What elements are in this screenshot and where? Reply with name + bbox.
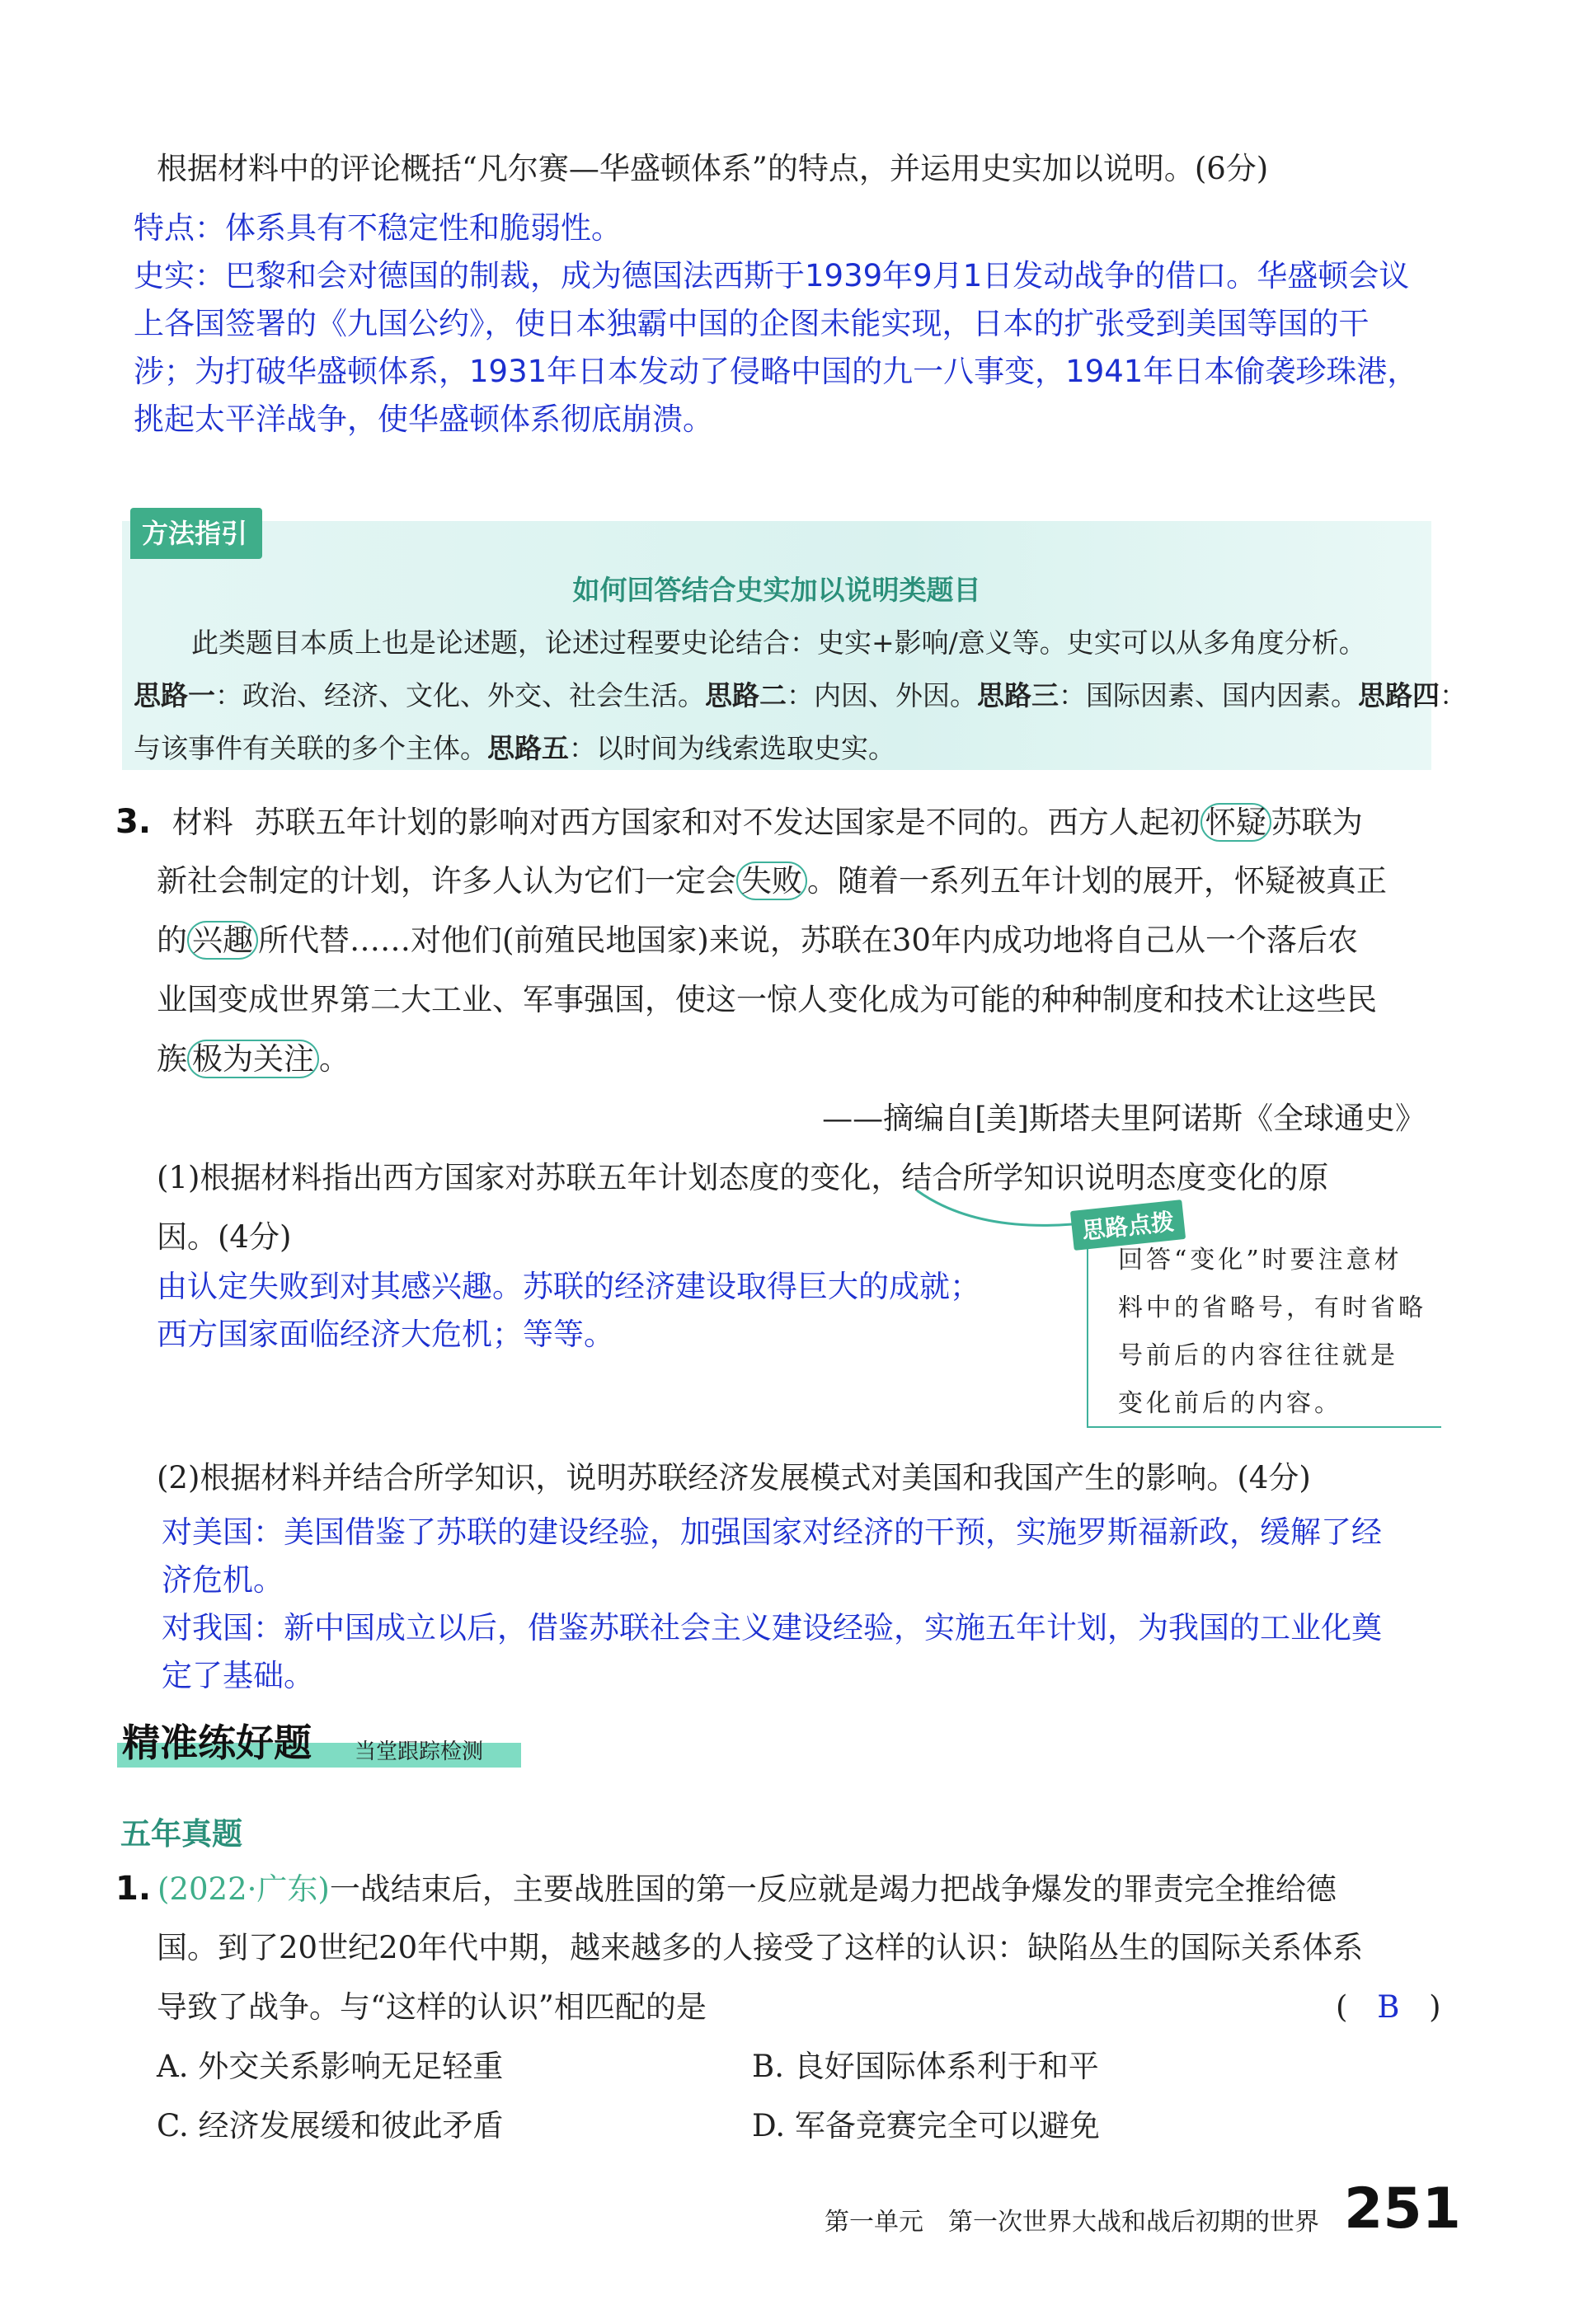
material-text: 。 bbox=[319, 1041, 350, 1077]
option-d[interactable]: D. 军备竞赛完全可以避免 bbox=[752, 2108, 1100, 2143]
method-text: ：以时间为线索选取史实。 bbox=[569, 732, 895, 764]
material-text: 新社会制定的计划，许多人认为它们一定会 bbox=[157, 863, 736, 899]
hint-line: 变化前后的内容。 bbox=[1118, 1389, 1342, 1418]
answer-line: 济危机。 bbox=[162, 1562, 284, 1598]
circled-word: 怀疑 bbox=[1200, 803, 1271, 842]
question-3-line-4: 业国变成世界第二大工业、军事强国，使这一惊人变化成为可能的种种制度和技术让这些民 bbox=[157, 982, 1377, 1017]
answer-line: 涉；为打破华盛顿体系，1931年日本发动了侵略中国的九一八事变，1941年日本偷袭珍珠港， bbox=[134, 354, 1418, 389]
method-keyword: 思路二 bbox=[705, 679, 787, 711]
material-text: 族 bbox=[157, 1041, 187, 1077]
hint-line: 料中的省略号，有时省略 bbox=[1118, 1293, 1426, 1322]
method-guide-tag: 方法指引 bbox=[130, 508, 262, 559]
answer-line: 上各国签署的《九国公约》，使日本独霸中国的企图未能实现，日本的扩张受到美国等国的干 bbox=[134, 306, 1370, 341]
circled-word: 失败 bbox=[736, 862, 807, 900]
subquestion-2-answer bbox=[162, 1509, 1514, 1700]
bracket-close: ) bbox=[1429, 1989, 1441, 2025]
question-3-line-5 bbox=[157, 1031, 350, 1088]
question-3-line-3 bbox=[157, 912, 1358, 970]
answer-line: 特点：体系具有不稳定性和脆弱性。 bbox=[134, 210, 622, 246]
method-line-2 bbox=[134, 669, 1467, 722]
question-number: 3. bbox=[115, 803, 152, 841]
answer-block bbox=[134, 204, 1519, 444]
material-text: 的 bbox=[157, 923, 187, 958]
method-text: ：内因、外因。 bbox=[787, 679, 977, 711]
footer-unit-title: 第一单元 第一次世界大战和战后初期的世界 bbox=[825, 2208, 1319, 2237]
answer-line: 对美国：美国借鉴了苏联的建设经验，加强国家对经济的干预，实施罗斯福新政，缓解了经 bbox=[162, 1514, 1382, 1550]
question-3-line-1 bbox=[115, 793, 1363, 852]
question-1-line-3: 导致了战争。与“这样的认识”相匹配的是 bbox=[157, 1989, 707, 2025]
section-title: 五年真题 bbox=[120, 1816, 242, 1852]
method-keyword: 思路五 bbox=[487, 732, 569, 764]
method-text: ： bbox=[1440, 679, 1467, 711]
question-1-line-2: 国。到了20世纪20年代中期，越来越多的人接受了这样的认识：缺陷丛生的国际关系体系 bbox=[157, 1930, 1364, 1965]
option-b[interactable]: B. 良好国际体系利于和平 bbox=[752, 2049, 1099, 2084]
answer-choice: B bbox=[1377, 1989, 1400, 2025]
method-keyword: 思路四 bbox=[1358, 679, 1440, 711]
method-text: ：国际因素、国内因素。 bbox=[1059, 679, 1358, 711]
material-source: ——摘编自[美]斯塔夫里阿诺斯《全球通史》 bbox=[822, 1101, 1426, 1136]
material-text: 。随着一系列五年计划的展开，怀疑被真正 bbox=[807, 863, 1387, 899]
method-keyword: 思路一 bbox=[134, 679, 215, 711]
practice-title: 精准练好题 bbox=[122, 1721, 312, 1765]
answer-line: 西方国家面临经济大危机；等等。 bbox=[157, 1317, 614, 1352]
answer-line: 对我国：新中国成立以后，借鉴苏联社会主义建设经验，实施五年计划，为我国的工业化奠 bbox=[162, 1610, 1382, 1646]
subquestion-2: (2)根据材料并结合所学知识，说明苏联经济发展模式对美国和我国产生的影响。(4分) bbox=[157, 1460, 1311, 1495]
method-text: ：政治、经济、文化、外交、社会生活。 bbox=[215, 679, 705, 711]
option-a[interactable]: A. 外交关系影响无足轻重 bbox=[157, 2049, 504, 2084]
answer-line: 挑起太平洋战争，使华盛顿体系彻底崩溃。 bbox=[134, 401, 713, 437]
material-label: 材料 bbox=[171, 805, 233, 840]
question-text: 一战结束后，主要战胜国的第一反应就是竭力把战争爆发的罪责完全推给德 bbox=[329, 1871, 1337, 1907]
method-keyword: 思路三 bbox=[977, 679, 1059, 711]
practice-subtitle: 当堂跟踪检测 bbox=[355, 1739, 484, 1764]
method-guide-title: 如何回答结合史实加以说明类题目 bbox=[572, 574, 981, 606]
hint-line: 回答“变化”时要注意材 bbox=[1118, 1246, 1403, 1275]
material-text: 所代替……对他们(前殖民地国家)来说，苏联在30年内成功地将自己从一个落后农 bbox=[258, 923, 1358, 958]
material-text: 苏联五年计划的影响对西方国家和对不发达国家是不同的。西方人起初 bbox=[254, 805, 1200, 840]
hint-line: 号前后的内容往往就是 bbox=[1118, 1341, 1398, 1370]
hint-text bbox=[1118, 1237, 1426, 1428]
answer-line: 史实：巴黎和会对德国的制裁，成为德国法西斯于1939年9月1日发动战争的借口。华盛顿会议 bbox=[134, 258, 1410, 293]
source-tag: (2022·广东) bbox=[157, 1871, 330, 1907]
answer-bracket bbox=[1336, 1979, 1441, 2036]
question-prompt: 根据材料中的评论概括“凡尔赛—华盛顿体系”的特点，并运用史实加以说明。(6分) bbox=[157, 151, 1269, 186]
question-3-line-2 bbox=[157, 852, 1387, 910]
answer-line: 由认定失败到对其感兴趣。苏联的经济建设取得巨大的成就； bbox=[157, 1269, 980, 1304]
subquestion-1-line-1: (1)根据材料指出西方国家对苏联五年计划态度的变化，结合所学知识说明态度变化的原 bbox=[157, 1160, 1329, 1195]
subquestion-1-answer bbox=[157, 1263, 980, 1359]
answer-line: 定了基础。 bbox=[162, 1658, 314, 1693]
subquestion-1-line-2: 因。(4分) bbox=[157, 1219, 292, 1255]
method-text: 与该事件有关联的多个主体。 bbox=[134, 732, 487, 764]
hint-tag: 思路点拨 bbox=[1070, 1200, 1186, 1251]
circled-word: 极为关注 bbox=[187, 1040, 319, 1078]
page-number: 251 bbox=[1344, 2176, 1461, 2242]
material-text: 苏联为 bbox=[1271, 805, 1363, 840]
circled-word: 兴趣 bbox=[187, 921, 258, 960]
question-1-line-1 bbox=[115, 1860, 1337, 1918]
question-number: 1. bbox=[115, 1870, 152, 1908]
bracket-open: ( bbox=[1336, 1989, 1348, 2025]
method-intro: 此类题目本质上也是论述题，论述过程要史论结合：史实+影响/意义等。史实可以从多角度分析。 bbox=[191, 627, 1366, 659]
option-c[interactable]: C. 经济发展缓和彼此矛盾 bbox=[157, 2108, 504, 2143]
method-line-3 bbox=[134, 722, 895, 775]
